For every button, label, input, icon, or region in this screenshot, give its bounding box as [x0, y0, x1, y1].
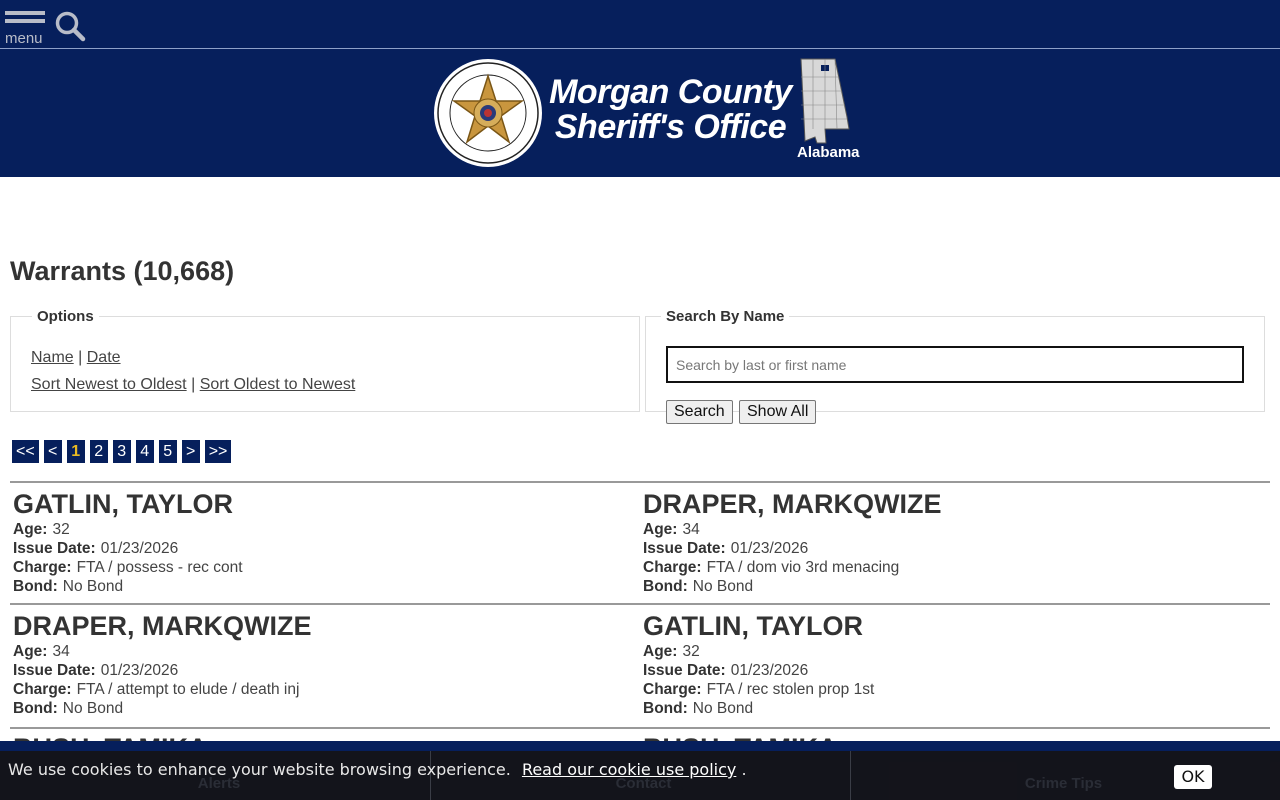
- warrant-issue-date: [13, 539, 637, 558]
- site-title-line2: Sheriff's Office: [554, 108, 787, 146]
- warrant-charge: [13, 680, 637, 699]
- first-page-button[interactable]: <<: [12, 440, 39, 463]
- warrant-row: [10, 481, 1270, 603]
- bond-value: No Bond: [62, 700, 124, 717]
- site-title: [548, 75, 793, 145]
- warrant-row-partial: [10, 727, 1270, 741]
- issue-date-value: 01/23/2026: [100, 662, 179, 679]
- sheriff-seal-logo: [433, 58, 543, 168]
- warrant-charge: [643, 680, 1267, 699]
- sort-field-links: [31, 349, 121, 367]
- warrant-bond: [13, 577, 637, 596]
- issue-date-label: Issue Date:: [13, 540, 96, 557]
- warrant-age: [13, 520, 637, 539]
- state-label: Alabama: [797, 144, 860, 161]
- cookie-ok-button[interactable]: OK: [1174, 765, 1212, 789]
- issue-date-value: 01/23/2026: [730, 540, 809, 557]
- hamburger-icon-bar: [5, 19, 45, 23]
- age-label: Age:: [13, 521, 48, 538]
- search-panel: [645, 308, 1265, 420]
- menu-button[interactable]: [5, 11, 45, 47]
- page-3-button[interactable]: 3: [113, 440, 131, 463]
- warrant-record[interactable]: [10, 483, 640, 603]
- issue-date-value: 01/23/2026: [100, 540, 179, 557]
- age-label: Age:: [643, 643, 678, 660]
- separator: |: [191, 376, 196, 393]
- cookie-policy-link[interactable]: Read our cookie use policy: [521, 760, 737, 779]
- cookie-message: [8, 760, 747, 779]
- warrant-charge: [643, 558, 1267, 577]
- warrant-row: [10, 603, 1270, 725]
- warrant-record[interactable]: [640, 483, 1270, 603]
- nav-crime-tips-label: Crime Tips: [1024, 775, 1103, 792]
- warrant-issue-date: [643, 661, 1267, 680]
- next-page-button[interactable]: >: [182, 440, 200, 463]
- warrant-age: [643, 642, 1267, 661]
- age-value: 34: [52, 643, 70, 660]
- warrant-name: DRAPER, MARKQWIZE: [643, 489, 942, 519]
- issue-date-label: Issue Date:: [643, 662, 726, 679]
- issue-date-label: Issue Date:: [643, 540, 726, 557]
- site-title-line1: Morgan County: [549, 73, 792, 111]
- warrant-list: [10, 481, 1270, 725]
- issue-date-label: Issue Date:: [13, 662, 96, 679]
- charge-label: Charge:: [13, 681, 72, 698]
- warrant-bond: [643, 577, 1267, 596]
- prev-page-button[interactable]: <: [44, 440, 62, 463]
- warrant-name: GATLIN, TAYLOR: [13, 489, 233, 519]
- hamburger-icon: [5, 11, 45, 15]
- options-legend: Options: [37, 308, 94, 325]
- separator: |: [78, 349, 83, 366]
- charge-label: Charge:: [13, 559, 72, 576]
- charge-value: FTA / dom vio 3rd menacing: [706, 559, 900, 576]
- nav-contact-label: Contact: [615, 775, 672, 792]
- name-search-input[interactable]: [666, 346, 1244, 383]
- age-value: 32: [52, 521, 70, 538]
- sort-by-date-link[interactable]: Date: [86, 349, 121, 366]
- age-value: 34: [682, 521, 700, 538]
- issue-date-value: 01/23/2026: [730, 662, 809, 679]
- page-title: Warrants (10,668): [10, 256, 235, 286]
- search-button-submit[interactable]: Search: [666, 400, 733, 424]
- search-legend: Search By Name: [666, 308, 785, 325]
- warrant-issue-date: [643, 539, 1267, 558]
- warrant-record[interactable]: [640, 605, 1270, 725]
- site-banner[interactable]: [0, 49, 1280, 177]
- charge-value: FTA / possess - rec cont: [76, 559, 243, 576]
- sort-order-links: [31, 376, 355, 394]
- bond-value: No Bond: [692, 578, 754, 595]
- warrant-issue-date: [13, 661, 637, 680]
- show-all-button[interactable]: Show All: [739, 400, 816, 424]
- warrant-name: GATLIN, TAYLOR: [643, 611, 863, 641]
- warrant-age: [13, 642, 637, 661]
- warrant-bond: [643, 699, 1267, 718]
- page-1-button[interactable]: 1: [67, 440, 85, 463]
- bond-value: No Bond: [62, 578, 124, 595]
- page-5-button[interactable]: 5: [159, 440, 177, 463]
- warrant-name: DRAPER, MARKQWIZE: [13, 611, 312, 641]
- pagination: [12, 440, 231, 463]
- age-label: Age:: [643, 521, 678, 538]
- sort-newest-link[interactable]: Sort Newest to Oldest: [31, 376, 187, 393]
- cookie-text: We use cookies to enhance your website browsing experience.: [8, 760, 511, 779]
- charge-label: Charge:: [643, 559, 702, 576]
- sort-oldest-link[interactable]: Sort Oldest to Newest: [199, 376, 356, 393]
- warrant-charge: [13, 558, 637, 577]
- menu-label: menu: [5, 30, 43, 47]
- search-icon: [54, 10, 86, 42]
- charge-value: FTA / attempt to elude / death inj: [76, 681, 300, 698]
- nav-crime-tips[interactable]: [850, 751, 1276, 800]
- top-bar: [0, 0, 1280, 49]
- sort-by-name-link[interactable]: Name: [31, 349, 74, 366]
- page-4-button[interactable]: 4: [136, 440, 154, 463]
- bond-label: Bond:: [13, 578, 58, 595]
- cookie-suffix: .: [741, 760, 747, 779]
- warrant-record[interactable]: [10, 605, 640, 725]
- options-panel: [10, 308, 640, 412]
- alabama-map-icon: [795, 57, 853, 145]
- age-label: Age:: [13, 643, 48, 660]
- page-2-button[interactable]: 2: [90, 440, 108, 463]
- nav-alerts-label: Alerts: [197, 775, 241, 792]
- warrant-bond: [13, 699, 637, 718]
- charge-value: FTA / rec stolen prop 1st: [706, 681, 875, 698]
- search-button[interactable]: [54, 10, 86, 42]
- last-page-button[interactable]: >>: [205, 440, 232, 463]
- bond-label: Bond:: [13, 700, 58, 717]
- bond-label: Bond:: [643, 578, 688, 595]
- age-value: 32: [682, 643, 700, 660]
- cookie-consent-bar: [0, 751, 1280, 800]
- charge-label: Charge:: [643, 681, 702, 698]
- bond-value: No Bond: [692, 700, 754, 717]
- warrant-age: [643, 520, 1267, 539]
- bond-label: Bond:: [643, 700, 688, 717]
